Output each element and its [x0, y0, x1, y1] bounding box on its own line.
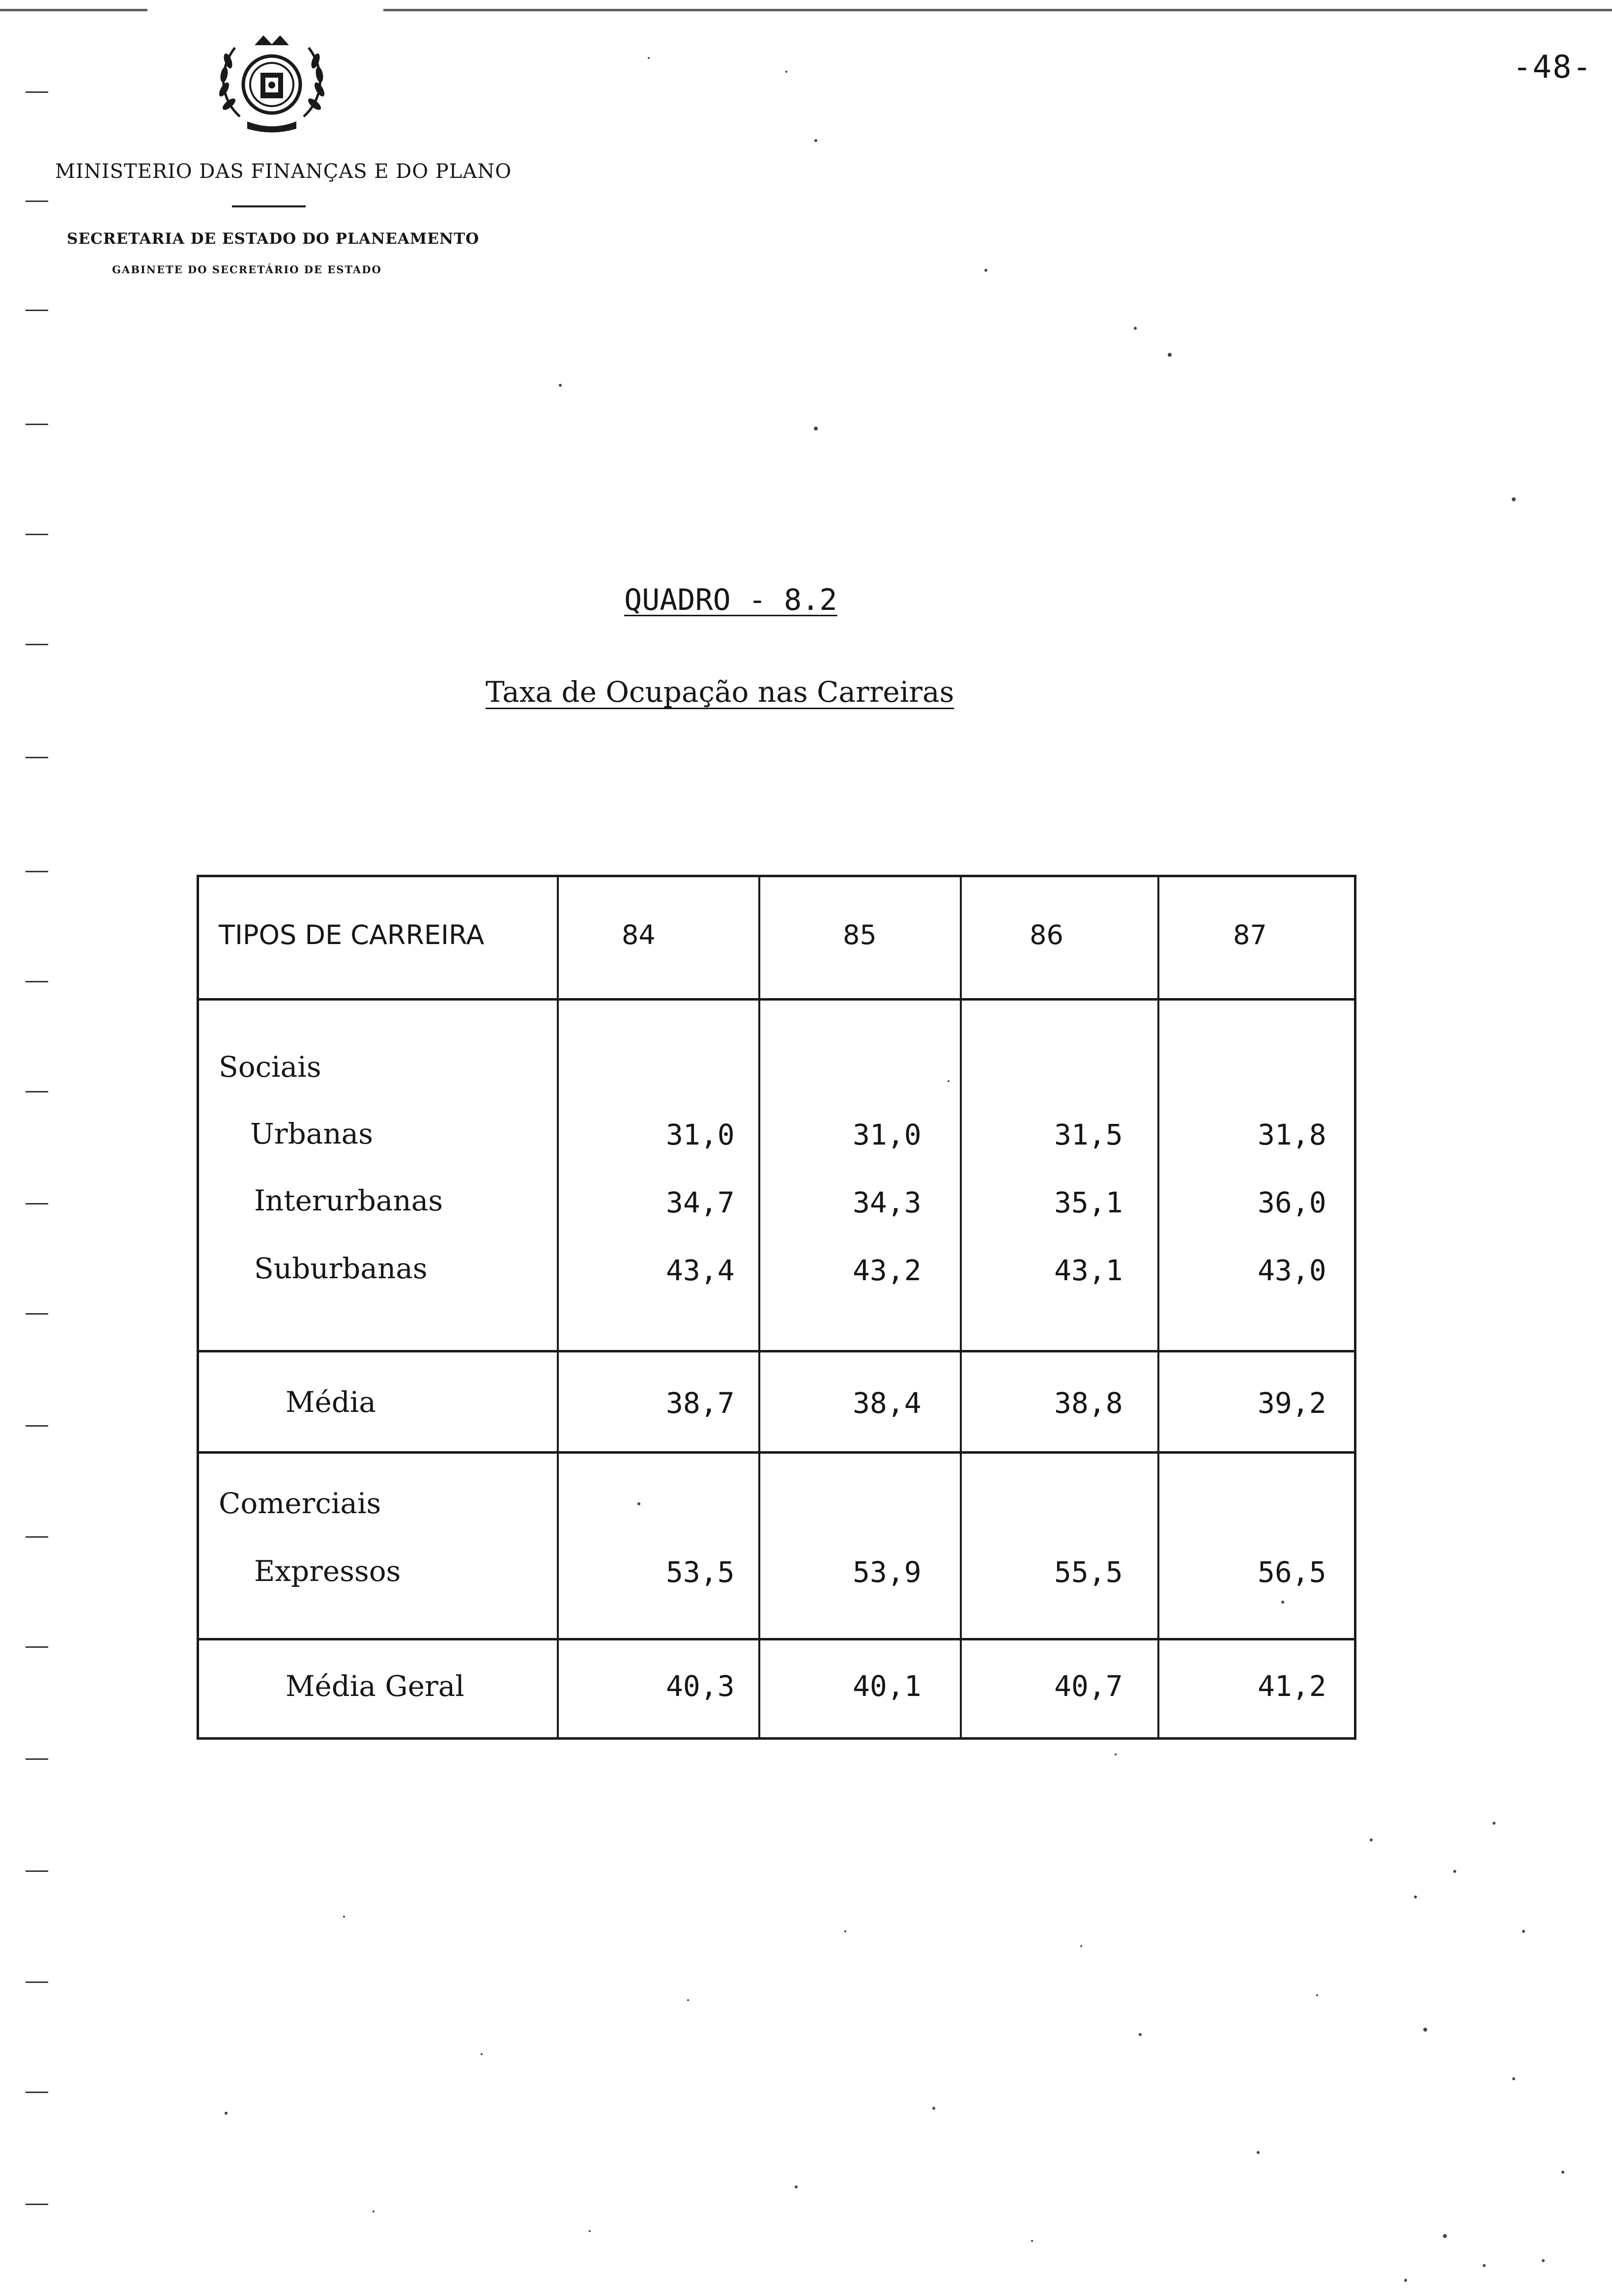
cell-value: 34,3 [853, 1186, 921, 1219]
group-label: Comerciais [219, 1487, 381, 1520]
row-divider [199, 1638, 1354, 1640]
summary-label: Média [286, 1385, 376, 1419]
page-number: -48- [1512, 49, 1592, 86]
total-value: 40,7 [1054, 1669, 1123, 1703]
top-rule-gap [147, 8, 383, 12]
cell-value: 31,0 [853, 1118, 921, 1151]
column-header: TIPOS DE CARREIRA [219, 919, 485, 950]
row-label: Interurbanas [254, 1184, 443, 1217]
cell-value: 53,5 [666, 1555, 735, 1589]
column-header: 86 [1030, 919, 1064, 950]
row-label: Urbanas [250, 1117, 374, 1150]
cell-value: 56,5 [1258, 1555, 1326, 1589]
group-label: Sociais [219, 1050, 321, 1084]
row-divider [199, 998, 1354, 1001]
summary-value: 38,8 [1054, 1386, 1123, 1420]
column-header: 85 [843, 919, 877, 950]
row-label: Expressos [254, 1554, 401, 1588]
summary-value: 39,2 [1258, 1386, 1326, 1420]
row-divider [199, 1350, 1354, 1352]
cell-value: 43,2 [853, 1254, 921, 1287]
column-divider [758, 877, 760, 1737]
total-value: 40,3 [666, 1669, 735, 1703]
total-value: 41,2 [1258, 1669, 1326, 1703]
cell-value: 53,9 [853, 1555, 921, 1589]
ministry-name: MINISTERIO DAS FINANÇAS E DO PLANO [55, 160, 512, 183]
column-divider [557, 877, 559, 1737]
secretariat-name: SECRETARIA DE ESTADO DO PLANEAMENTO [67, 230, 480, 248]
cell-value: 43,1 [1054, 1254, 1123, 1287]
cell-value: 43,4 [666, 1254, 735, 1287]
cell-value: 36,0 [1258, 1186, 1326, 1219]
coat-of-arms-icon [205, 30, 338, 136]
column-divider [1157, 877, 1159, 1737]
column-divider [960, 877, 962, 1737]
table-title: Taxa de Ocupação nas Carreiras [486, 675, 954, 709]
cell-value: 31,8 [1258, 1118, 1326, 1151]
occupancy-table [197, 875, 1356, 1740]
letterhead-divider [232, 205, 306, 207]
cell-value: 43,0 [1258, 1254, 1326, 1287]
column-header: 87 [1233, 919, 1267, 950]
total-value: 40,1 [853, 1669, 921, 1703]
summary-value: 38,4 [853, 1386, 921, 1420]
cell-value: 35,1 [1054, 1186, 1123, 1219]
cell-value: 34,7 [666, 1186, 735, 1219]
column-header: 84 [622, 919, 656, 950]
row-divider [199, 1451, 1354, 1454]
row-label: Suburbanas [254, 1252, 428, 1285]
total-label: Média Geral [286, 1669, 464, 1703]
cell-value: 31,5 [1054, 1118, 1123, 1151]
cell-value: 31,0 [666, 1118, 735, 1151]
table-number: QUADRO - 8.2 [624, 583, 837, 617]
margin-marks [26, 0, 50, 2296]
summary-value: 38,7 [666, 1386, 735, 1420]
cell-value: 55,5 [1054, 1555, 1123, 1589]
cabinet-name: GABINETE DO SECRETÁRIO DE ESTADO [112, 263, 382, 276]
